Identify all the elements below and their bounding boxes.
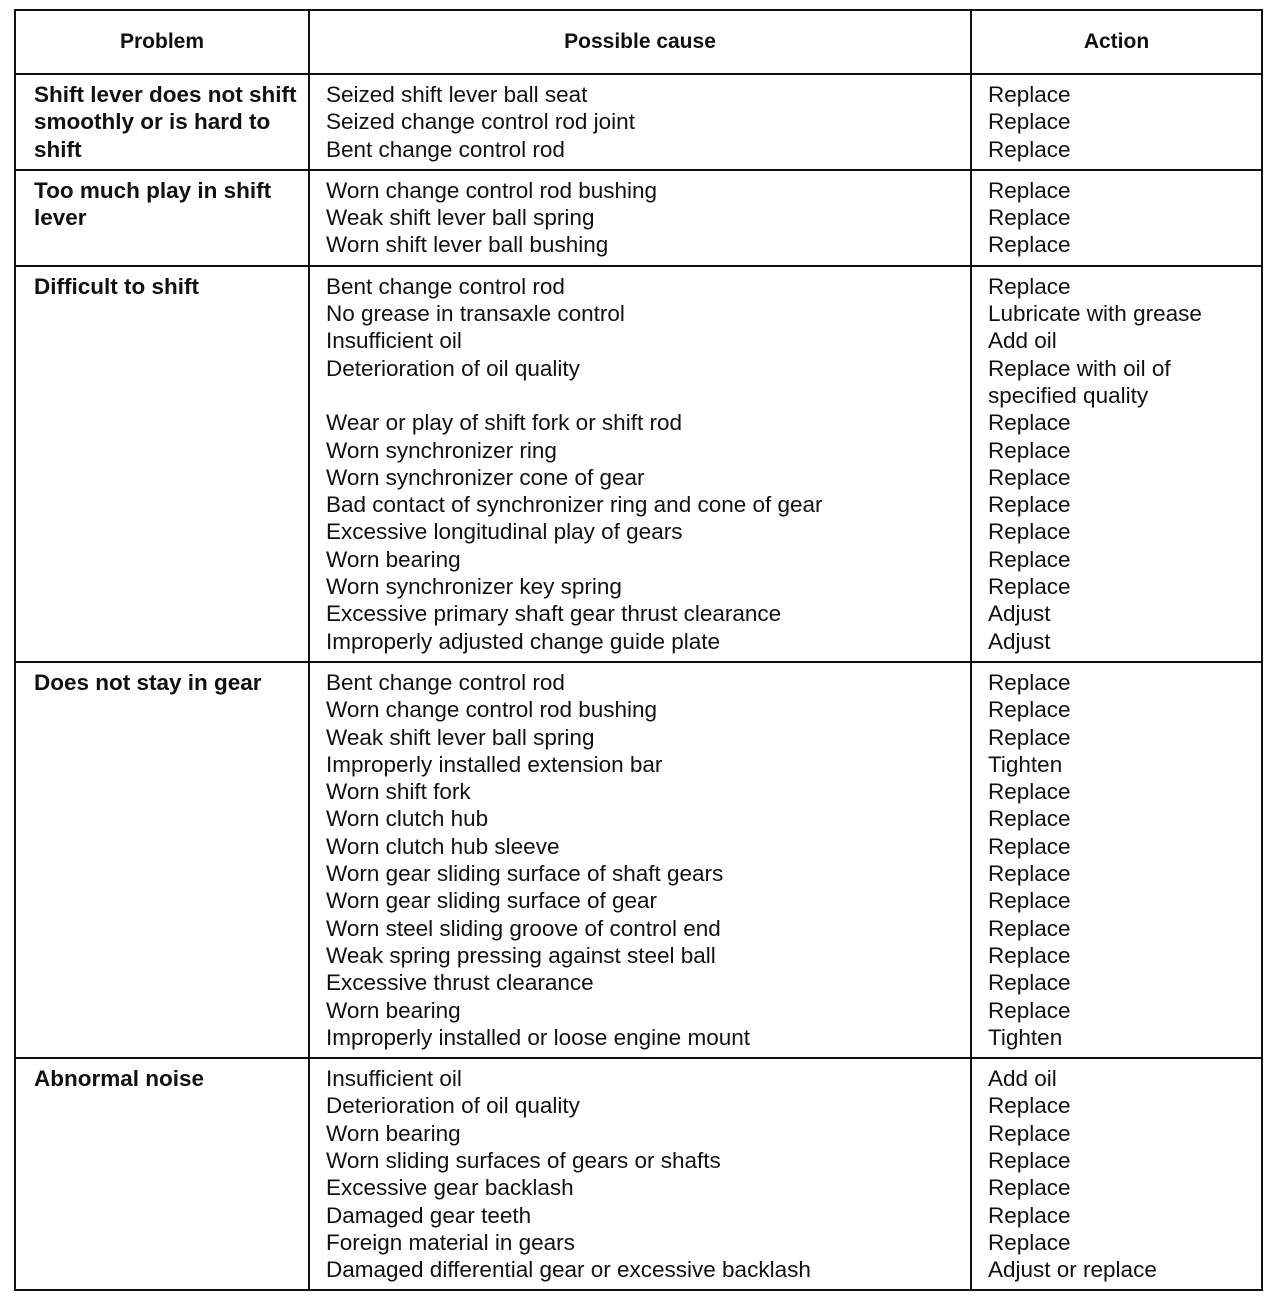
cause-cell — [309, 266, 971, 662]
action-item: Replace — [988, 437, 1071, 463]
action-item: Replace — [988, 519, 1071, 545]
action-item: Replace — [988, 806, 1071, 832]
action-cell — [971, 1058, 1262, 1290]
action-item: Replace — [988, 546, 1071, 572]
problem-cell — [15, 1058, 309, 1290]
action-item: Replace — [988, 464, 1071, 490]
action-item: Replace — [988, 410, 1071, 436]
table-row — [15, 266, 1262, 662]
action-item: Replace — [988, 724, 1071, 750]
cause-item: Insufficient oil — [326, 328, 462, 354]
cause-item: Excessive primary shaft gear thrust clearance — [326, 601, 782, 627]
cause-item: Weak shift lever ball spring — [326, 205, 595, 231]
cause-item: Worn bearing — [326, 546, 461, 572]
action-item: Tighten — [988, 751, 1063, 777]
cause-item: Bent change control rod — [326, 273, 565, 299]
header-action: Action — [971, 10, 1262, 74]
action-cell — [971, 170, 1262, 266]
action-item: Replace — [988, 232, 1071, 258]
cause-item: Worn gear sliding surface of gear — [326, 888, 658, 914]
cause-item: Worn steel sliding groove of control end — [326, 915, 721, 941]
problem-cell — [15, 266, 309, 662]
action-item: Replace — [988, 1229, 1071, 1255]
action-item: Replace — [988, 177, 1071, 203]
action-cell — [971, 266, 1262, 662]
cause-item: Damaged differential gear or excessive backlash — [326, 1257, 811, 1283]
cause-item: Worn shift lever ball bushing — [326, 232, 609, 258]
action-item: Replace — [988, 915, 1071, 941]
cause-cell — [309, 1058, 971, 1290]
action-item: Replace — [988, 205, 1071, 231]
cause-item: Bent change control rod — [326, 136, 565, 162]
action-item: Adjust or replace — [988, 1257, 1157, 1283]
problem-text: Shift lever does not shift smoothly or is hard to shift — [34, 82, 297, 162]
table-row — [15, 662, 1262, 1058]
action-item: Replace — [988, 574, 1071, 600]
action-item: Replace — [988, 833, 1071, 859]
action-item: Replace — [988, 697, 1071, 723]
problem-text: Difficult to shift — [34, 273, 199, 299]
header-problem: Problem — [15, 10, 309, 74]
cause-item: Worn change control rod bushing — [326, 697, 658, 723]
cause-item: Worn synchronizer cone of gear — [326, 464, 645, 490]
cause-item: Improperly installed or loose engine mount — [326, 1024, 750, 1050]
action-item: Replace — [988, 942, 1071, 968]
cause-item: Worn clutch hub — [326, 806, 489, 832]
action-item: Replace — [988, 1120, 1071, 1146]
cause-item: Improperly adjusted change guide plate — [326, 628, 721, 654]
cause-cell — [309, 74, 971, 170]
action-item: Tighten — [988, 1024, 1063, 1050]
cause-item: Foreign material in gears — [326, 1229, 575, 1255]
cause-cell — [309, 662, 971, 1058]
cause-item: Worn gear sliding surface of shaft gears — [326, 861, 724, 887]
problem-text: Abnormal noise — [34, 1066, 205, 1092]
action-item: Replace — [988, 669, 1071, 695]
action-cell — [971, 662, 1262, 1058]
cause-item: Insufficient oil — [326, 1066, 462, 1092]
action-item: Replace with oil of specified quality — [988, 355, 1171, 408]
table-row — [15, 74, 1262, 170]
header-possible-cause: Possible cause — [309, 10, 971, 74]
cause-item: No grease in transaxle control — [326, 301, 625, 327]
action-item: Add oil — [988, 328, 1057, 354]
action-item: Replace — [988, 1175, 1071, 1201]
cause-item: Wear or play of shift fork or shift rod — [326, 410, 682, 436]
problem-text: Does not stay in gear — [34, 669, 262, 695]
cause-item: Worn bearing — [326, 1120, 461, 1146]
cause-item: Excessive longitudinal play of gears — [326, 519, 683, 545]
cause-cell — [309, 170, 971, 266]
action-item: Replace — [988, 492, 1071, 518]
action-item: Replace — [988, 861, 1071, 887]
action-item: Replace — [988, 997, 1071, 1023]
cause-item: Deterioration of oil quality — [326, 355, 580, 381]
cause-item: Worn clutch hub sleeve — [326, 833, 560, 859]
cause-item: Worn synchronizer key spring — [326, 574, 622, 600]
cause-item: Worn change control rod bushing — [326, 177, 658, 203]
action-item: Replace — [988, 82, 1071, 107]
action-cell — [971, 74, 1262, 170]
problem-cell — [15, 662, 309, 1058]
table-row — [15, 170, 1262, 266]
cause-item: Worn shift fork — [326, 779, 471, 805]
action-item: Adjust — [988, 601, 1051, 627]
cause-item: Worn synchronizer ring — [326, 437, 557, 463]
action-item: Replace — [988, 273, 1071, 299]
cause-item: Excessive thrust clearance — [326, 970, 594, 996]
action-item: Replace — [988, 970, 1071, 996]
action-item: Replace — [988, 888, 1071, 914]
action-item: Replace — [988, 779, 1071, 805]
troubleshooting-table — [14, 9, 1263, 1291]
action-item: Replace — [988, 109, 1071, 135]
problem-cell — [15, 74, 309, 170]
cause-item: Bad contact of synchronizer ring and cone of gear — [326, 492, 823, 518]
problem-text: Too much play in shift lever — [34, 177, 272, 231]
cause-item: Seized shift lever ball seat — [326, 82, 588, 107]
cause-item: Weak shift lever ball spring — [326, 724, 595, 750]
action-item: Replace — [988, 1147, 1071, 1173]
cause-item: Deterioration of oil quality — [326, 1093, 580, 1119]
cause-item: Seized change control rod joint — [326, 109, 635, 135]
cause-item: Bent change control rod — [326, 669, 565, 695]
cause-item: Worn sliding surfaces of gears or shafts — [326, 1147, 721, 1173]
action-item: Replace — [988, 136, 1071, 162]
action-item: Replace — [988, 1202, 1071, 1228]
table-body — [15, 74, 1262, 1290]
table-row — [15, 1058, 1262, 1290]
cause-item: Weak spring pressing against steel ball — [326, 942, 716, 968]
action-item: Adjust — [988, 628, 1051, 654]
action-item: Add oil — [988, 1066, 1057, 1092]
cause-item: Improperly installed extension bar — [326, 751, 663, 777]
table-header — [15, 10, 1262, 74]
header-row — [15, 10, 1262, 74]
problem-cell — [15, 170, 309, 266]
cause-item: Excessive gear backlash — [326, 1175, 574, 1201]
action-item: Lubricate with grease — [988, 301, 1202, 327]
cause-item: Damaged gear teeth — [326, 1202, 532, 1228]
cause-item: Worn bearing — [326, 997, 461, 1023]
action-item: Replace — [988, 1093, 1071, 1119]
